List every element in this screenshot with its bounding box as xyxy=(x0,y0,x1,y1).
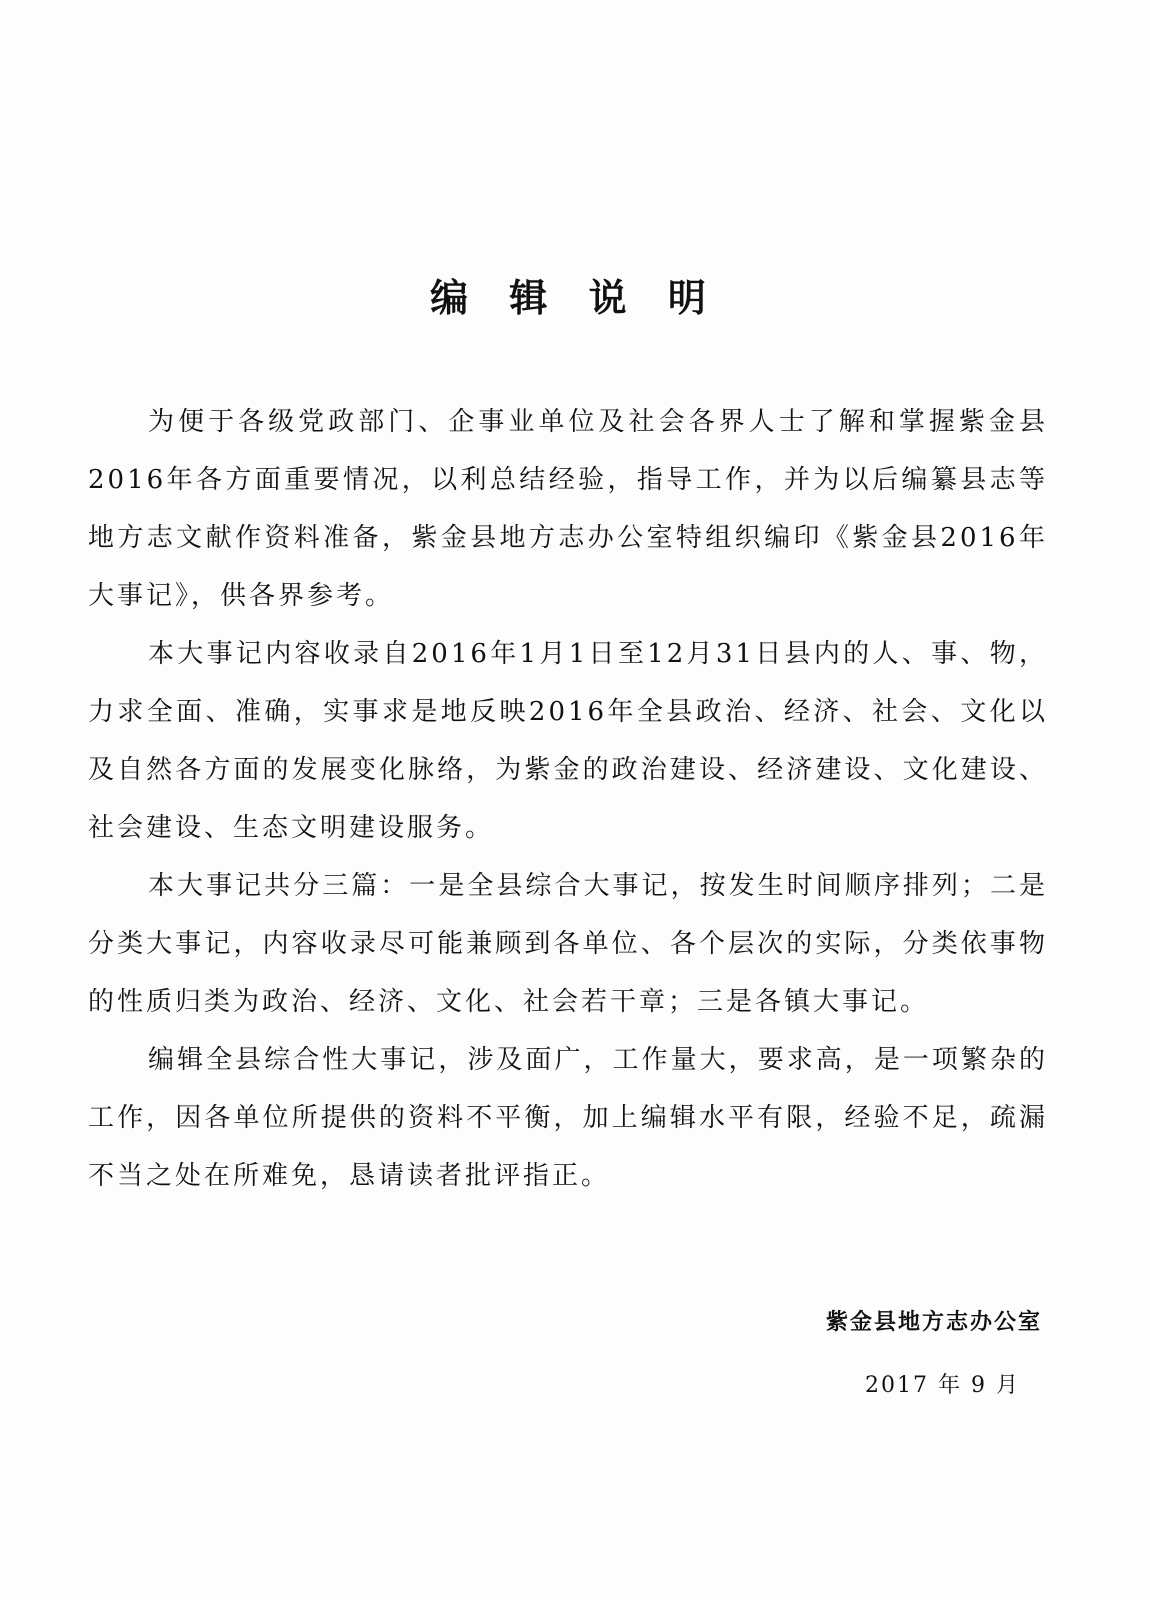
paragraph-scope: 本大事记内容收录自2016年1月1日至12月31日县内的人、事、物，力求全面、准确，实事求是地反映2016年全县政治、经济、社会、文化以及自然各方面的发展变化脉络，为紫金的政治建设、经济建设、文化建设、社会建设、生态文明建设服务。 xyxy=(88,639,1048,843)
signature-date: 2017 年 9 月 xyxy=(865,1373,1020,1398)
paragraph-structure: 本大事记共分三篇：一是全县综合大事记，按发生时间顺序排列；二是分类大事记，内容收录尽可能兼顾到各单位、各个层次的实际，分类依事物的性质归类为政治、经济、文化、社会若干章；三是各镇大事记。 xyxy=(88,871,1048,1017)
document-title: 编 辑 说 明 xyxy=(430,276,720,320)
paragraph-purpose: 为便于各级党政部门、企事业单位及社会各界人士了解和掌握紫金县2016年各方面重要情况，以利总结经验，指导工作，并为以后编纂县志等地方志文献作资料准备，紫金县地方志办公室特组织编印《紫金县2016年大事记》，供各界参考。 xyxy=(88,407,1048,611)
signature-organization: 紫金县地方志办公室 xyxy=(825,1310,1042,1335)
paragraph-disclaimer: 编辑全县综合性大事记，涉及面广，工作量大，要求高，是一项繁杂的工作，因各单位所提供的资料不平衡，加上编辑水平有限，经验不足，疏漏不当之处在所难免，恳请读者批评指正。 xyxy=(88,1045,1048,1191)
document-body xyxy=(88,393,1048,1205)
